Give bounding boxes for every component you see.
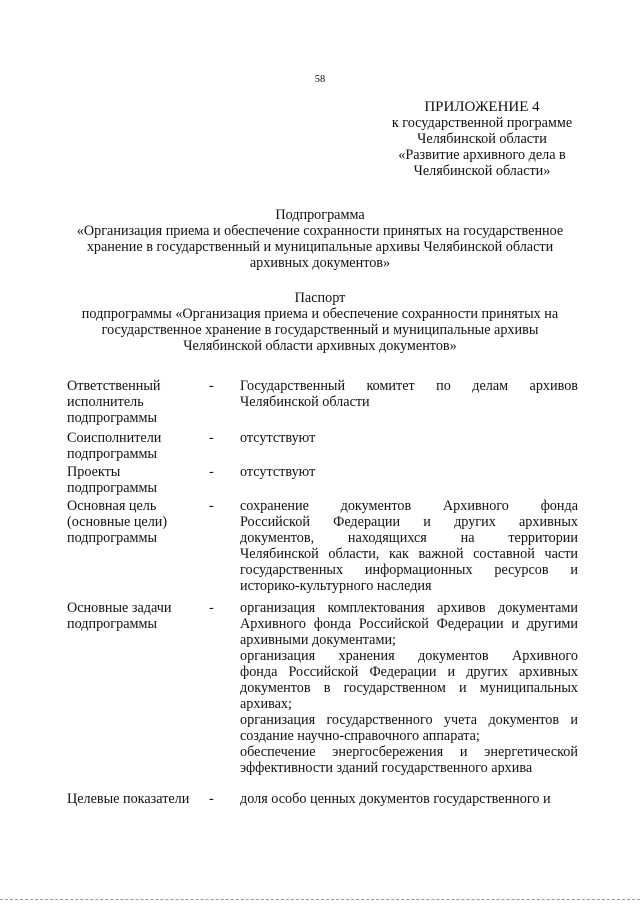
row-value-line: организация хранения документов Архивного bbox=[240, 648, 578, 664]
row-value-main-tasks bbox=[240, 600, 578, 776]
row-value-line: фонда Российской Федерации и других архивных bbox=[240, 664, 578, 680]
row-label-projects bbox=[67, 464, 207, 496]
row-label-line: подпрограммы bbox=[67, 480, 157, 496]
row-value-line: Российской Федерации и других архивных bbox=[240, 514, 578, 530]
row-label-line: (основные цели) bbox=[67, 514, 168, 530]
row-value-line: Челябинской области bbox=[240, 394, 370, 410]
row-value-line: организация государственного учета документов и bbox=[240, 712, 578, 728]
row-value-line: доля особо ценных документов государственного и bbox=[240, 791, 551, 807]
appendix-line: Челябинской области bbox=[417, 131, 547, 147]
passport-name-line: Челябинской области архивных документов» bbox=[183, 338, 457, 354]
passport-title-block bbox=[40, 290, 600, 354]
row-value-projects bbox=[240, 464, 578, 480]
row-value-target-indicators bbox=[240, 791, 578, 807]
row-value-line: Государственный комитет по делам архивов bbox=[240, 378, 578, 394]
page-bottom-edge bbox=[0, 899, 640, 900]
passport-name-line: подпрограммы «Организация приема и обеспечение сохранности принятых на bbox=[81, 306, 559, 322]
row-value-line: эффективности зданий государственного архива bbox=[240, 760, 533, 776]
row-value-line: Челябинской области, как важной составной части bbox=[240, 546, 578, 562]
row-value-line: сохранение документов Архивного фонда bbox=[240, 498, 578, 514]
row-value-line: организация комплектования архивов документами bbox=[240, 600, 578, 616]
row-label-line: исполнитель bbox=[67, 394, 144, 410]
row-label-line: подпрограммы bbox=[67, 410, 157, 426]
row-label-line: подпрограммы bbox=[67, 530, 157, 546]
row-label-line: Ответственный bbox=[67, 378, 161, 394]
row-label-line: подпрограммы bbox=[67, 446, 157, 462]
passport-heading: Паспорт bbox=[294, 290, 346, 306]
row-value-line: Архивного фонда Российской Федерации и другими bbox=[240, 616, 578, 632]
row-value-line: государственных информационных ресурсов и bbox=[240, 562, 578, 578]
appendix-line: Челябинской области» bbox=[413, 163, 551, 179]
row-value-line: отсутствуют bbox=[240, 430, 316, 446]
row-label-main-tasks bbox=[67, 600, 207, 632]
row-value-line: архивными документами; bbox=[240, 632, 396, 648]
row-label-responsible bbox=[67, 378, 207, 426]
row-label-main-goal bbox=[67, 498, 207, 546]
row-dash: - bbox=[209, 791, 214, 807]
appendix-title: ПРИЛОЖЕНИЕ 4 bbox=[424, 99, 540, 115]
row-value-responsible bbox=[240, 378, 578, 410]
row-dash: - bbox=[209, 464, 214, 480]
row-label-line: Целевые показатели bbox=[67, 791, 190, 807]
row-value-line: документов в государственном и муниципальных bbox=[240, 680, 578, 696]
row-value-line: отсутствуют bbox=[240, 464, 316, 480]
page-number: 58 bbox=[314, 74, 326, 85]
row-dash: - bbox=[209, 430, 214, 446]
row-value-line: создание научно-справочного аппарата; bbox=[240, 728, 480, 744]
row-label-line: Основная цель bbox=[67, 498, 157, 514]
subprogram-title-block bbox=[40, 207, 600, 271]
subprogram-name-line: хранение в государственный и муниципальные архивы Челябинской области bbox=[86, 239, 554, 255]
appendix-block bbox=[372, 99, 592, 179]
row-value-main-goal bbox=[240, 498, 578, 594]
row-value-line: обеспечение энергосбережения и энергетической bbox=[240, 744, 578, 760]
row-label-target-indicators bbox=[67, 791, 207, 807]
row-label-line: Соисполнители bbox=[67, 430, 162, 446]
row-value-line: историко-культурного наследия bbox=[240, 578, 432, 594]
row-dash: - bbox=[209, 498, 214, 514]
row-value-line: архивах; bbox=[240, 696, 292, 712]
appendix-line: к государственной программе bbox=[391, 115, 573, 131]
row-value-line: документов, находящихся на территории bbox=[240, 530, 578, 546]
row-label-line: подпрограммы bbox=[67, 616, 157, 632]
row-label-line: Проекты bbox=[67, 464, 121, 480]
passport-name-line: государственное хранение в государственный и муниципальные архивы bbox=[101, 322, 539, 338]
appendix-line: «Развитие архивного дела в bbox=[398, 147, 566, 163]
row-label-coexecutors bbox=[67, 430, 207, 462]
row-dash: - bbox=[209, 378, 214, 394]
row-value-coexecutors bbox=[240, 430, 578, 446]
subprogram-name-line: архивных документов» bbox=[249, 255, 391, 271]
row-dash: - bbox=[209, 600, 214, 616]
subprogram-name-line: «Организация приема и обеспечение сохранности принятых на государственное bbox=[76, 223, 564, 239]
subprogram-heading: Подпрограмма bbox=[275, 207, 365, 223]
row-label-line: Основные задачи bbox=[67, 600, 172, 616]
